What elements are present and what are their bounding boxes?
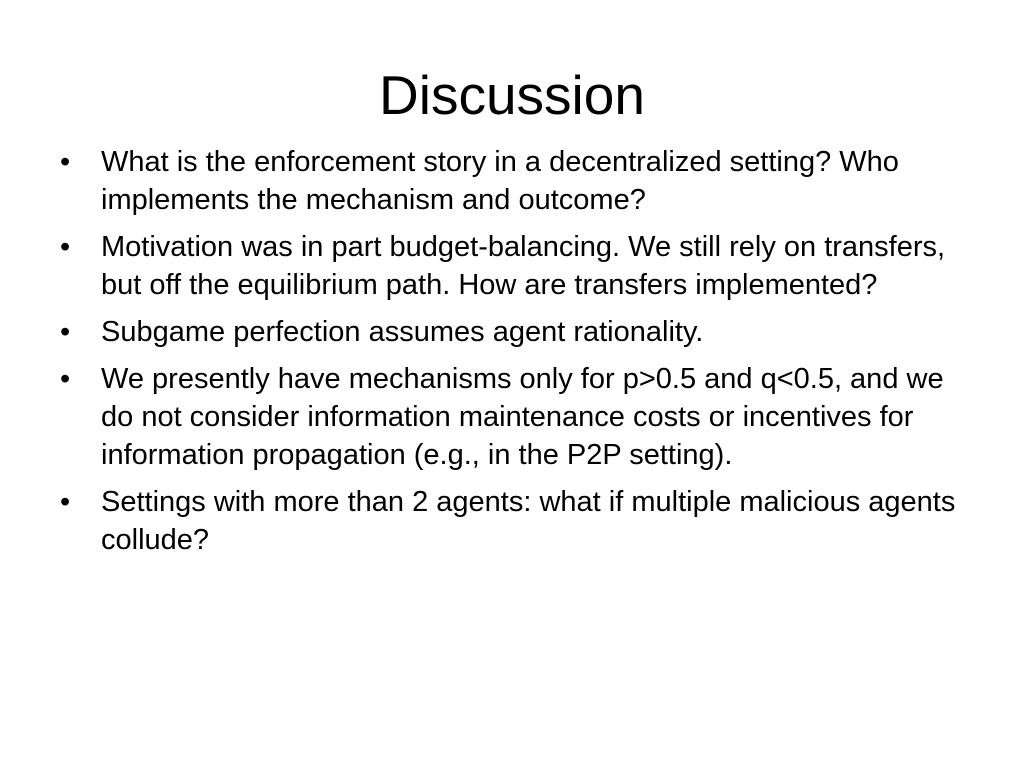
bullet-text: Subgame perfection assumes agent rationality. xyxy=(101,316,704,348)
bullet-item xyxy=(60,360,960,474)
bullet-text: We presently have mechanisms only for p>0.5 and q<0.5, and we do not consider information maintenance costs or incentives for information propagation (e.g., in the P2P setting). xyxy=(101,363,944,471)
bullet-text: Motivation was in part budget-balancing. We still rely on transfers, but off the equilibrium path. How are transfers implemented? xyxy=(101,231,946,301)
bullet-list xyxy=(60,143,960,568)
bullet-glyph-icon: • xyxy=(60,146,71,178)
bullet-item xyxy=(60,143,960,219)
bullet-item xyxy=(60,483,960,559)
bullet-text: What is the enforcement story in a decentralized setting? Who implements the mechanism and outcome? xyxy=(101,146,899,216)
bullet-glyph-icon: • xyxy=(60,231,71,263)
bullet-glyph-icon: • xyxy=(60,316,71,348)
bullet-glyph-icon: • xyxy=(60,363,71,395)
bullet-text: Settings with more than 2 agents: what if multiple malicious agents collude? xyxy=(101,486,956,556)
bullet-item xyxy=(60,313,960,351)
bullet-item xyxy=(60,228,960,304)
slide-title: Discussion xyxy=(379,64,645,126)
bullet-glyph-icon: • xyxy=(60,486,71,518)
